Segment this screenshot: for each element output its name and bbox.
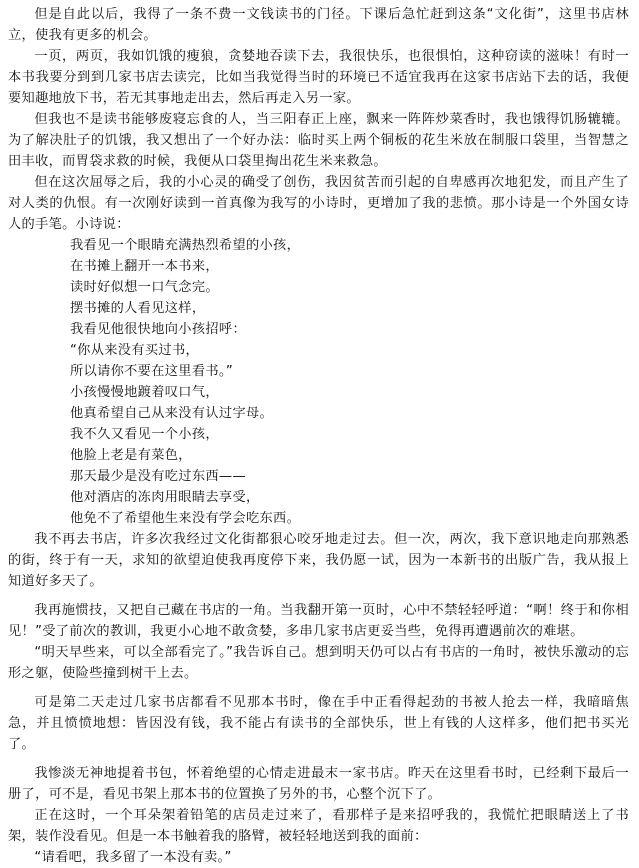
paragraph-3: 但我也不是读书能够废寝忘食的人，当三阳春正上座，飘来一阵阵炒菜香时，我也饿得饥肠辘辘。为了解决肚子的饥饿，我又想出了一个好办法：临时买上两个铜板的花生米放在制服口袋里，当智慧之田丰收，而胃袋求救的时候，我便从口袋里掏出花生米来救急。 (8, 112, 629, 169)
poem-line: 他免不了希望他生来没有学会吃东西。 (70, 511, 301, 526)
poem-line: 我看见一个眼睛充满热烈希望的小孩， (70, 238, 301, 253)
paragraph-1: 但是自此以后，我得了一条不费一文钱读书的门径。下课后急忙赶到这条“文化街”，这里书店林立，使我有更多的机会。 (8, 7, 629, 43)
poem-line: 小孩慢慢地踱着叹口气， (70, 385, 219, 400)
paragraph-7: “明天早些来，可以全部看完了。”我告诉自己。想到明天仍可以占有书店的一角时，被快乐激动的忘形之躯，使险些撞到树干上去。 (8, 645, 629, 681)
poem-block (8, 235, 629, 529)
paragraph-8: 可是第二天走过几家书店都看不见那本书时，像在手中正看得起劲的书被人抢去一样，我暗暗焦急，并且愤愤地想：皆因没有钱，我不能占有读书的全部快乐，世上有钱的人这样多，他们把书买光了。 (8, 695, 629, 752)
poem-line: 他对酒店的冻肉用眼睛去享受， (70, 490, 260, 505)
poem-line: 摆书摊的人看见这样， (70, 301, 206, 316)
poem-line: 他脸上老是有菜色， (70, 448, 192, 463)
paragraph-10: 正在这时，一个耳朵架着铅笔的店员走过来了，看那样子是来招呼我的，我慌忙把眼睛送上了书架，装作没看见。但是一本书触着我的胳臂，被轻轻地送到我的面前： (8, 808, 629, 844)
poem-line: 他真希望自己从来没有认过字母。 (70, 406, 274, 421)
paragraph-6: 我再施惯技，又把自己藏在书店的一角。当我翻开第一页时，心中不禁轻轻呼道：“啊！终于和你相见！”受了前次的教训，我更小心地不敢贪婪，多串几家书店更妥当些，免得再遭遇前次的难堪。 (8, 603, 629, 639)
poem-line: 我看见他很快地向小孩招呼： (70, 322, 246, 337)
poem-line: 所以请你不要在这里看书。” (70, 364, 234, 379)
paragraph-5: 我不再去书店，许多次我经过文化街都狠心咬牙地走过去。但一次，两次，我下意识地走向那熟悉的街，终于有一天，求知的欲望迫使我再度停下来，我仍愿一试，因为一本新书的出版广告，我从报上知道好多天了。 (8, 532, 629, 589)
poem-line: 我不久又看见一个小孩， (70, 427, 219, 442)
poem-line: 读时好似想一口气念完。 (70, 280, 219, 295)
poem-line: 在书摊上翻开一本书来， (70, 259, 219, 274)
paragraph-4: 但在这次屈辱之后，我的小心灵的确受了创伤，我因贫苦而引起的自卑感再次地犯发，而且产生了对人类的仇恨。有一次刚好读到一首真像为我写的小诗时，更增加了我的悲愤。那小诗是一个外国女诗人的手笔。小诗说： (8, 175, 629, 232)
paragraph-2: 一页，两页，我如饥饿的瘦狼，贪婪地吞读下去，我很快乐，也很惧怕，这种窃读的滋味！有时一本书我要分到到几家书店去读完，比如当我觉得当时的环境已不适宜我再在这家书店站下去的话，我便要知趣地放下书，若无其事地走出去，然后再走入另一家。 (8, 49, 629, 106)
paragraph-11: “请看吧，我多留了一本没有卖。” (34, 850, 232, 865)
poem-line: “你从来没有买过书， (70, 343, 200, 358)
paragraph-9: 我惨淡无神地提着书包，怀着绝望的心情走进最末一家书店。昨天在这里看书时，已经剩下最后一册了，可不是，看见书架上那本书的位置换了另外的书，心整个沉下了。 (8, 766, 629, 802)
poem-line: 那天最少是没有吃过东西—— (70, 469, 246, 484)
